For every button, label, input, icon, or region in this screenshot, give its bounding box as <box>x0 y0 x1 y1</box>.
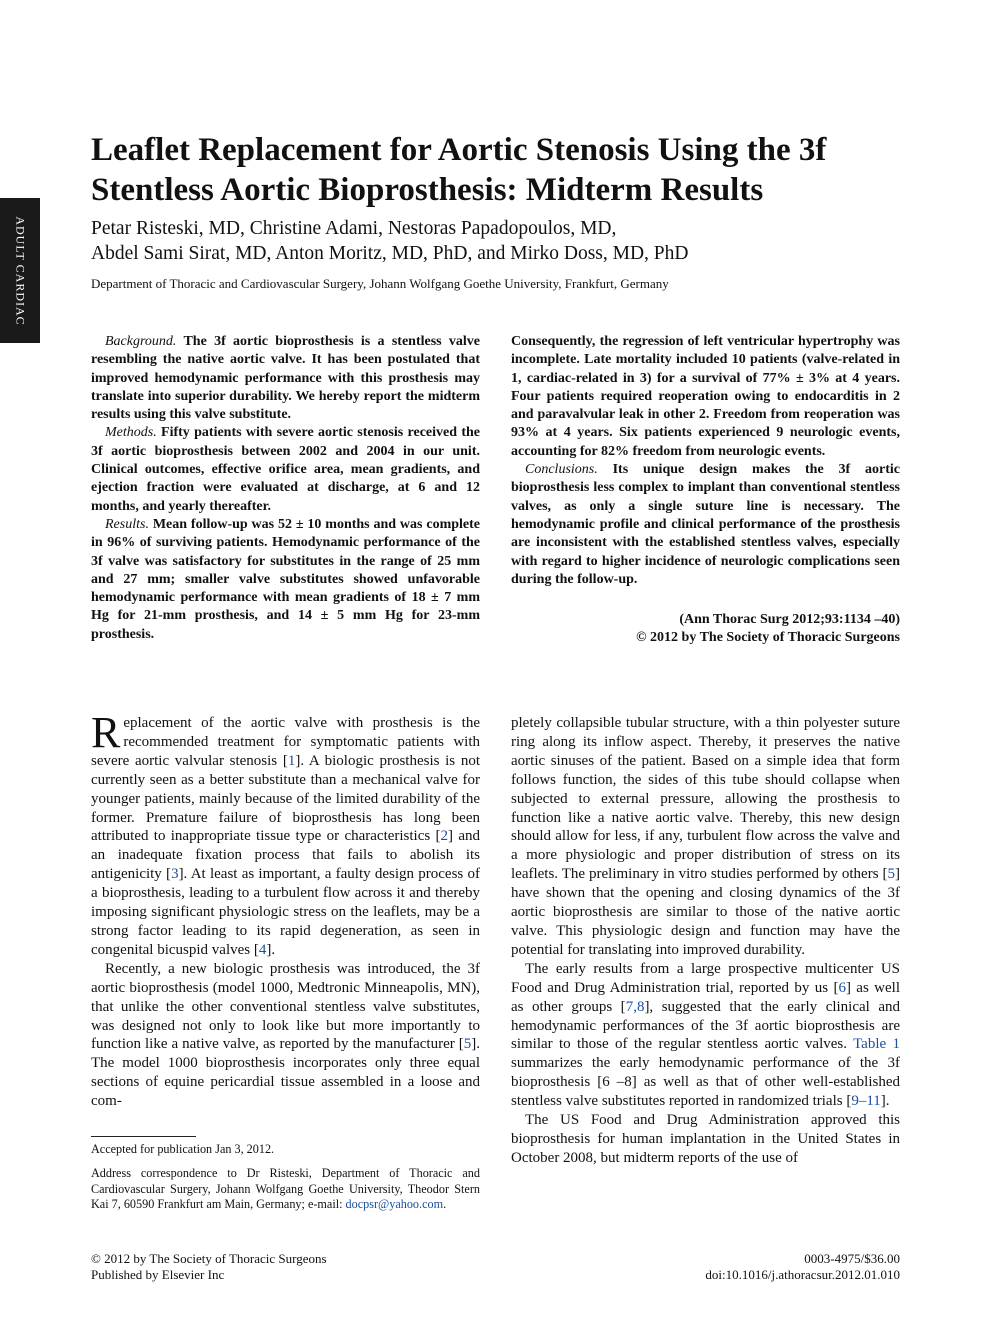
body-text: The early results from a large prospective multicenter US Food and Drug Administration trial, reported by us [ <box>511 960 900 996</box>
abstract-conclusions <box>511 461 900 589</box>
abstract-methods <box>91 424 480 515</box>
reference-link[interactable]: 4 <box>258 941 267 958</box>
abstract-right-column <box>511 333 900 648</box>
email-link[interactable]: docpsr@yahoo.com <box>345 1197 444 1211</box>
body-paragraph: The US Food and Drug Administration approved this bioprosthesis for human implantation in the United States in October 2008, but midterm reports of the use of <box>511 1112 900 1166</box>
abstract-heading: Background. <box>105 334 177 349</box>
abstract-text: The 3f aortic bioprosthesis is a stentless valve resembling the native aortic valve. It has been postulated that improved hemodynamic performance with this prosthesis may translate into superior durability. We hereby report the midterm results using this valve substitute. <box>91 334 480 423</box>
reference-link[interactable]: 2 <box>440 828 449 845</box>
abstract-results <box>91 516 480 644</box>
body-text: eplacement of the aortic valve with prosthesis is the recommended treatment for symptomatic patients with severe aortic valvular stenosis [ <box>91 715 480 769</box>
body-text: ], suggested that the early clinical and hemodynamic performances of the 3f aortic bioprosthesis are similar to those of the regular stentless aortic valves. <box>511 998 900 1053</box>
citation-line: (Ann Thorac Surg 2012;93:1134 –40) <box>679 612 900 628</box>
publisher-line: Published by Elsevier Inc <box>91 1266 225 1282</box>
abstract-background <box>91 333 480 424</box>
body-text: ]. At least as important, a faulty design process of a bioprosthesis, leading to a turbulent flow across it and thereby imposing significant physiologic stress on the leaflets, may be a strong factor leading to its rapid degeneration, as seen in congenital bicuspid valves [ <box>91 866 481 958</box>
abstract-text: Its unique design makes the 3f aortic bioprosthesis less complex to implant than conventional stentless valves, as only a single suture line is necessary. The hemodynamic profile and clinical performance of the prosthesis are inconsistent with the established stentless valves, especially with regard to higher incidence of neurologic complications seen during the follow-up. <box>511 462 900 587</box>
body-text: ]. <box>880 1093 890 1110</box>
footnote-divider <box>91 1136 196 1137</box>
body-text: pletely collapsible tubular structure, with a thin polyester suture ring along its inflow aspect. Thereby, it preserves the native aortic sinuses of the patient. Based on a simple idea that form follows function, the sides of this tube should collapse when subjected to external pressure, allowing the prosthesis to function like a native aortic valve. Thereby, this new design should allow for less, if any, turbulent flow across the valve and a more physiologic and proper distribution of stress on its leaflets. The preliminary in vitro studies performed by others [ <box>511 715 900 883</box>
body-text: ]. The model 1000 bioprosthesis incorporates only three equal sections of equine pericardial tissue assembled in a loose and com- <box>91 1036 480 1110</box>
body-paragraph <box>511 960 900 1111</box>
abstract-left-column <box>91 333 480 644</box>
journal-citation <box>511 611 900 648</box>
body-text: Recently, a new biologic prosthesis was introduced, the 3f aortic bioprosthesis (model 1000, Medtronic Minneapolis, MN), that unlike the other conventional stentless valve substitutes, was designed not only to look like but more importantly to function like a native valve, as reported by the manufacturer [ <box>91 960 480 1053</box>
body-paragraph <box>91 960 480 1111</box>
author-line: Abdel Sami Sirat, MD, Anton Moritz, MD, PhD, and Mirko Doss, MD, PhD <box>91 243 689 264</box>
reference-link[interactable]: 7,8 <box>625 998 645 1015</box>
body-right-column <box>511 714 900 1168</box>
section-tab-label: ADULT CARDIAC <box>13 215 28 326</box>
footnote-text: . <box>443 1197 447 1211</box>
body-text: ] and an inadequate fixation process that fails to abolish its antigenicity [ <box>91 828 480 883</box>
footnote-text: Address correspondence to Dr Risteski, Department of Thoracic and Cardiovascular Surgery, Johann Wolfgang Goethe University, Theodor Stern Kai 7, 60590 Frankfurt am Main, Germany; e-mail: <box>91 1166 480 1211</box>
reference-link[interactable]: 6 <box>838 979 846 996</box>
abstract-heading: Results. <box>105 516 149 532</box>
reference-link[interactable]: 5 <box>463 1036 472 1053</box>
abstract-text: Mean follow-up was 52 ± 10 months and was complete in 96% of surviving patients. Hemodynamic performance of the 3f valve was satisfactory for substitutes in the range of 25 mm and 27 mm; smaller valve substitutes showed unfavorable hemodynamic performance with mean gradients of 18 ± 7 mm Hg for 21-mm prosthesis, and 14 ± 5 mm Hg for 23-mm prosthesis. <box>91 516 480 642</box>
body-paragraph <box>511 714 900 960</box>
reference-link[interactable]: 1 <box>287 752 296 769</box>
table-link[interactable]: Table 1 <box>853 1036 900 1053</box>
article-identifiers <box>705 1251 900 1282</box>
abstract-text: Fifty patients with severe aortic stenosis received the 3f aortic bioprosthesis between 2002 and 2004 in our unit. Clinical outcomes, effective orifice area, mean gradients, and ejection fraction were evaluated at discharge, at 6 and 12 months, and yearly thereafter. <box>91 425 480 514</box>
publisher-info <box>91 1251 327 1282</box>
reference-link[interactable]: 9–11 <box>851 1093 881 1110</box>
body-text: ] as well as other groups [ <box>511 979 900 1015</box>
footnote-accepted: Accepted for publication Jan 3, 2012. <box>91 1142 275 1156</box>
copyright-line: © 2012 by The Society of Thoracic Surgeons <box>91 1251 327 1266</box>
author-list <box>91 216 911 266</box>
drop-cap: R <box>91 708 121 757</box>
section-tab <box>0 198 40 343</box>
article-title: Leaflet Replacement for Aortic Stenosis Using the 3f Stentless Aortic Bioprosthesis: Midterm Results <box>91 132 827 208</box>
body-text: summarizes the early hemodynamic performance of the 3f bioprosthesis [6 –8] as well as that of other well-established stentless valve substitutes reported in randomized trials [ <box>511 1055 900 1110</box>
body-text: ] have shown that the opening and closing dynamics of the 3f aortic bioprosthesis are similar to those of the native aortic valve. This physiologic design and function may have the potential for translating into improved durability. <box>511 866 900 958</box>
abstract-results-continued: Consequently, the regression of left ventricular hypertrophy was incomplete. Late mortality included 10 patients (valve-related in 1, cardiac-related in 3) for a survival of 77% ± 3% at 4 years. Four patients required reoperation owing to endocarditis in 2 and paravalvular leak in other 2. Freedom from reoperation was 93% at 4 years. Six patients experienced 9 neurologic events, accounting for 82% freedom from neurologic events. <box>511 334 900 459</box>
abstract-heading: Conclusions. <box>525 462 598 478</box>
issn-price: 0003-4975/$36.00 <box>804 1251 900 1266</box>
abstract-heading: Methods. <box>105 425 157 441</box>
body-text: ]. <box>266 941 276 958</box>
reference-link[interactable]: 5 <box>887 866 895 883</box>
body-text: ]. A biologic prosthesis is not currently seen as a better substitute than a mechanical valve for younger patients, mainly because of the limited durability of the former. Premature failure of bioprosthesis has long been attributed to inappropriate tissue type or characteristics [ <box>91 752 480 845</box>
author-line: Petar Risteski, MD, Christine Adami, Nestoras Papadopoulos, MD, <box>91 218 617 239</box>
body-paragraph <box>91 708 481 960</box>
doi-link[interactable]: doi:10.1016/j.athoracsur.2012.01.010 <box>705 1266 900 1282</box>
citation-line: © 2012 by The Society of Thoracic Surgeons <box>636 630 900 646</box>
body-left-column <box>91 708 481 1111</box>
affiliation: Department of Thoracic and Cardiovascular Surgery, Johann Wolfgang Goethe University, Frankfurt, Germany <box>91 276 669 291</box>
footnote-address <box>91 1166 480 1213</box>
reference-link[interactable]: 3 <box>171 866 179 883</box>
